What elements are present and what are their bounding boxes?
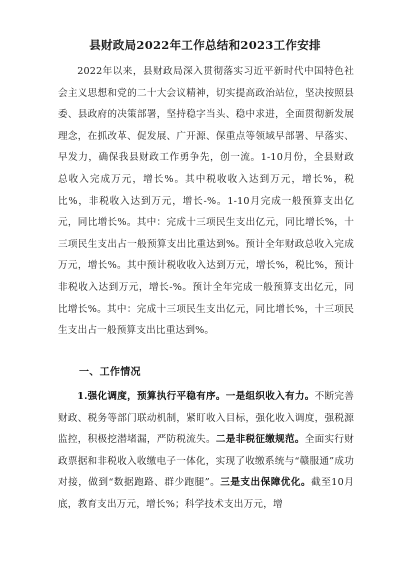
item-1-sub-a-heading: 一是组织收入有力。 <box>225 391 315 402</box>
document-title: 县财政局2022年工作总结和2023工作安排 <box>89 38 321 52</box>
item-1-sub-c-heading: 三是支出保障优化。 <box>220 477 312 489</box>
intro-paragraph: 2022年以来，县财政局深入贯彻落实习近平新时代中国特色社会主义思想和党的二十大会议精神，切实提高政治站位，坚决按照县委、县政府的决策部署，坚持稳字当头、稳中求进，全面贯彻新发展理念，在抓改革、促发展、广开源、保重点等领域早部署、早落实、早发力，确保我县财政工作勇争先，创一流。1-10月份，全县财政总收入完成万元，增长%。其中税收收入达到万元，增长%，税比%，非税收入达到万元，增长-%。1-10月完成一般预算支出亿元，同比增长%。其中：完成十三项民生支出亿元，同比增长%，十三项民生支出占一般预算支出比重达到%。预计全年财政总收入完成万元，增长%。其中预计税收收入达到万元，增长%，税比%，预计非税收入达到万元，增长-%。预计全年完成一般预算支出亿元，同比增长%。其中：完成十三项民生支出亿元，同比增长%，十三项民生支出占一般预算支出比重达到%。 <box>58 66 354 337</box>
section-heading: 一、工作情况 <box>79 367 141 378</box>
item-1-sub-c-text: 截至10月底，教育支出万元，增长%；科学技术支出万元，增 <box>58 477 354 510</box>
intro-section <box>58 61 354 342</box>
item-1-sub-b-text: 全面实行财政票据和非税收入收缴电子一体化，实现了收缴系统与“赣服通”成功对接，做到“数据跑路、群少跑腿”。 <box>58 434 355 489</box>
section-1-body <box>58 386 354 516</box>
item-1-heading: 1.强化调度，预算执行平稳有序。 <box>77 391 226 402</box>
item-1-sub-b-heading: 二是非税征缴规范。 <box>215 434 305 446</box>
section-1-item-1 <box>58 386 354 516</box>
item-1-sub-a-text: 不断完善财政、税务等部门联动机制，紧盯收入目标，强化收入调度，强税源监控，积极挖潜堵漏，严防税流失。 <box>58 391 354 446</box>
